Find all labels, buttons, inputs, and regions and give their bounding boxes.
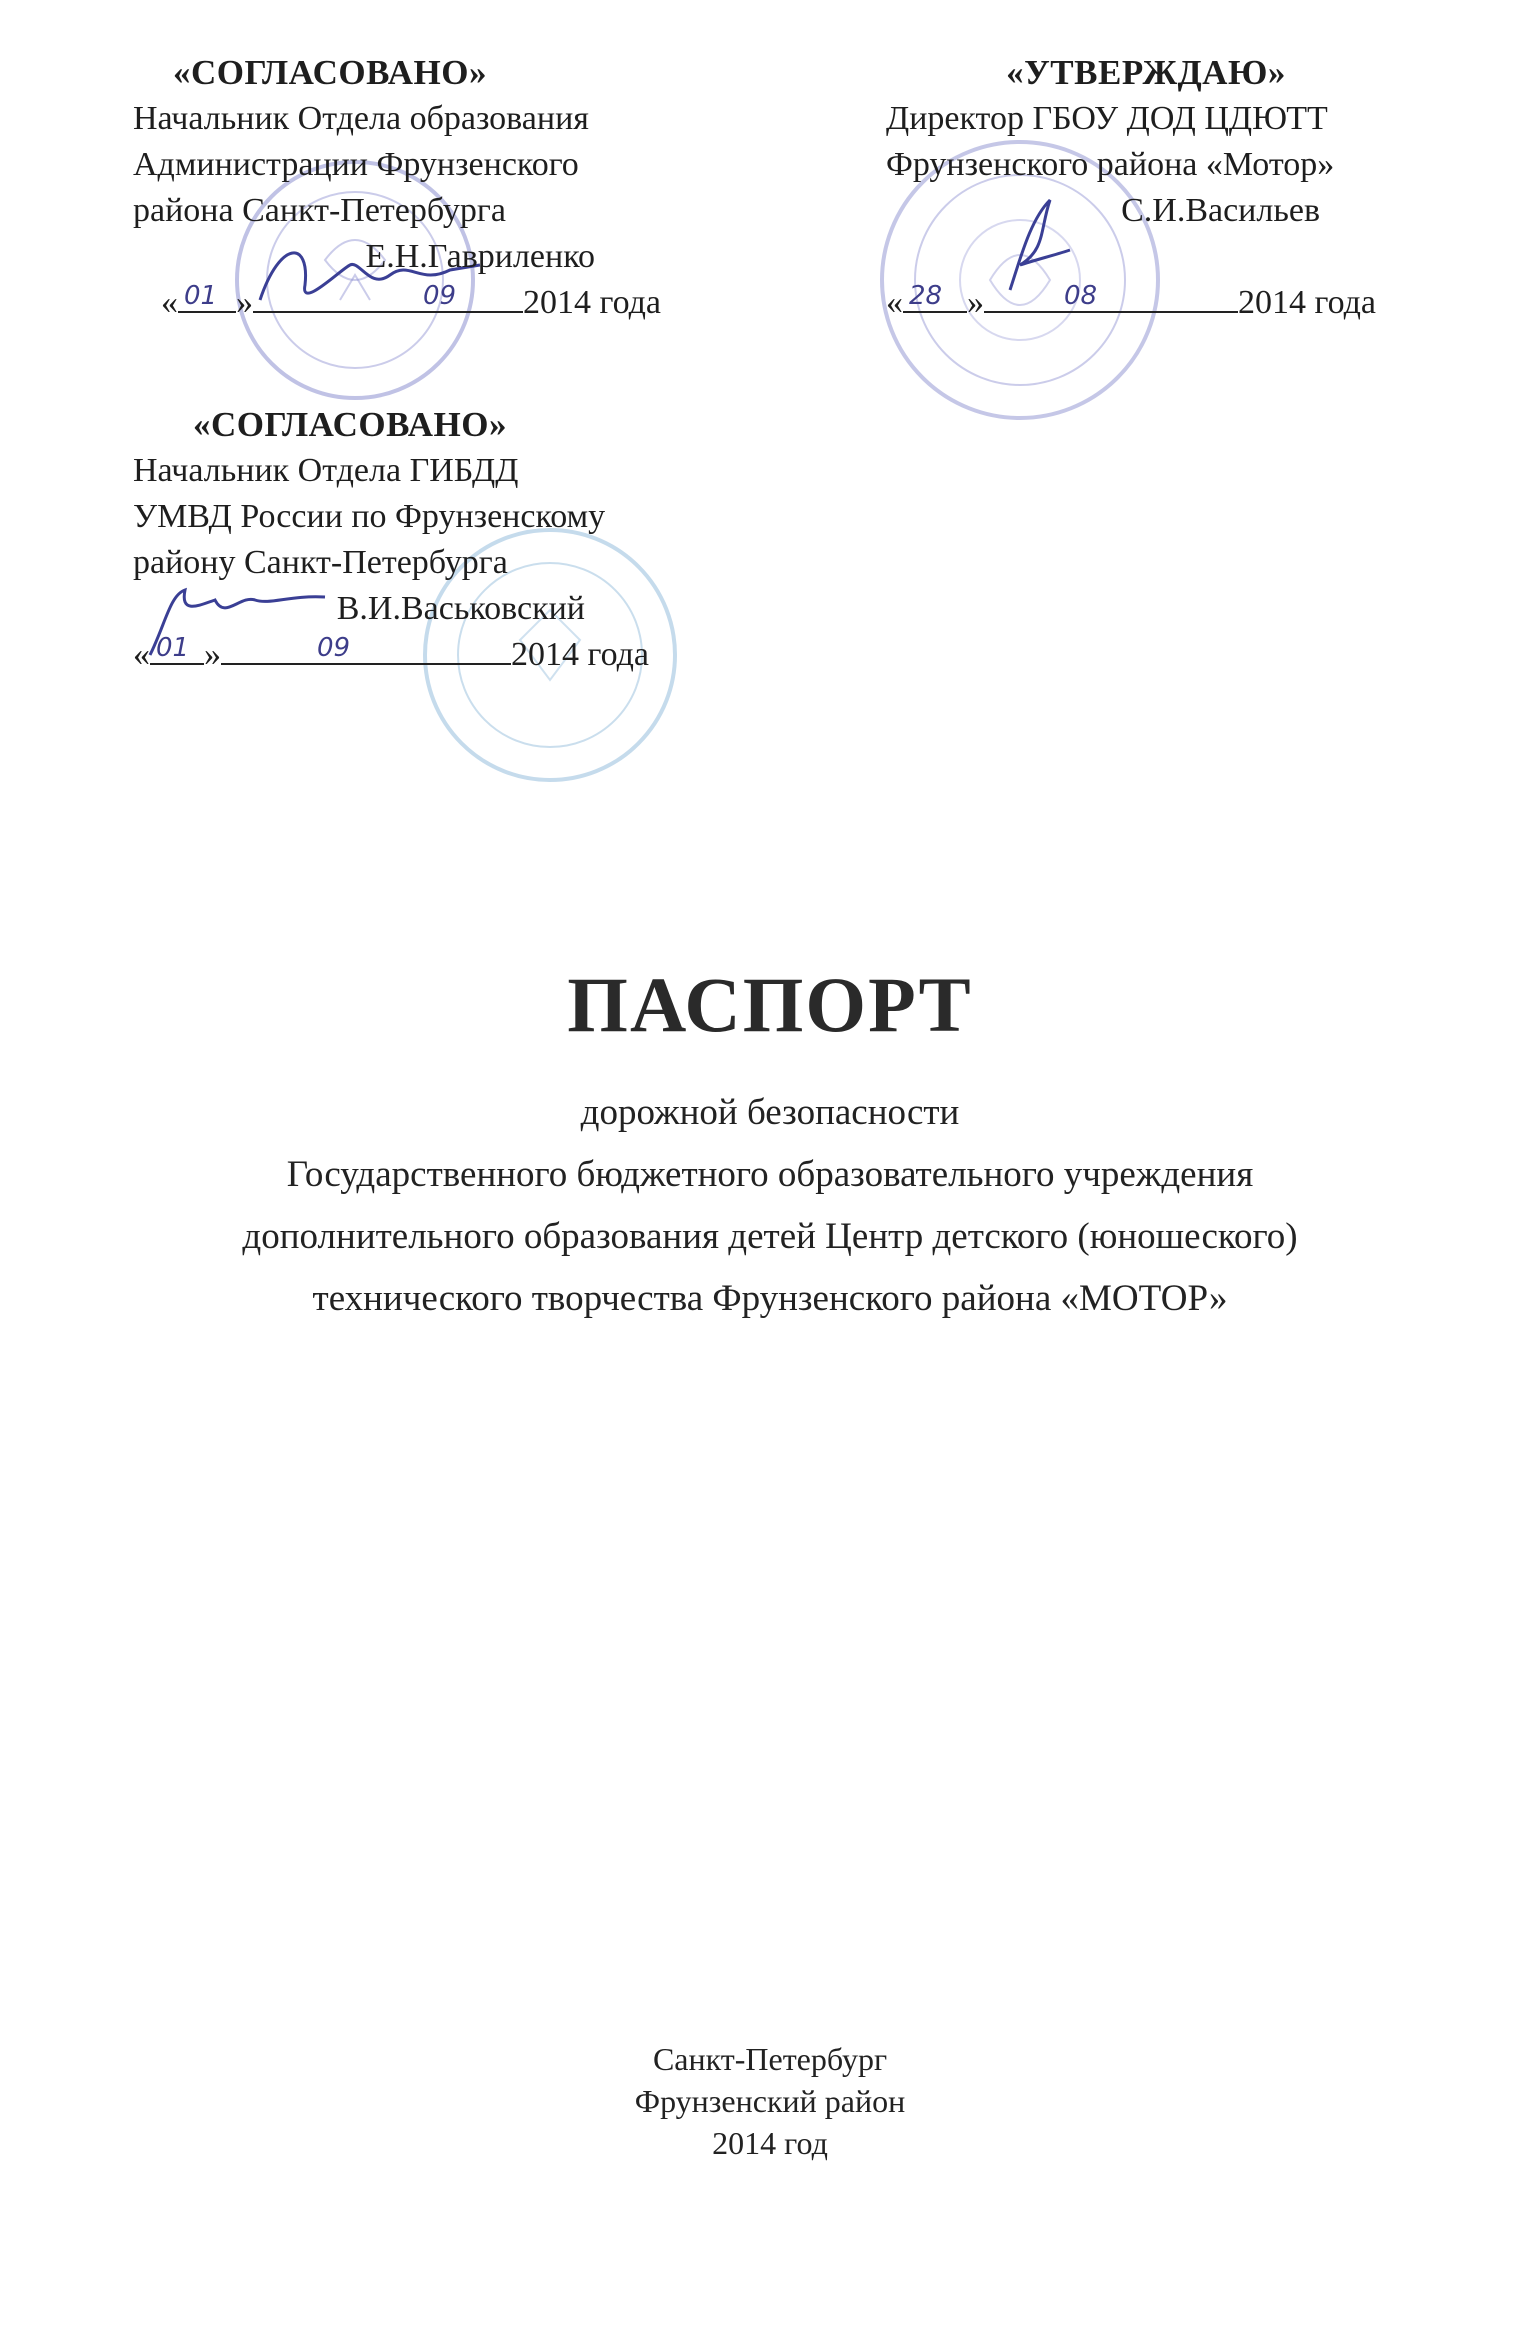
signer-name: Е.Н.Гавриленко xyxy=(365,238,595,275)
footer-year: 2014 год xyxy=(712,2125,828,2161)
footer-city: Санкт-Петербург xyxy=(652,2041,888,2077)
date-day-handwritten: 01 xyxy=(184,281,218,311)
date-year: 2014 года xyxy=(511,636,650,673)
document-footer xyxy=(0,2038,1540,2164)
approval-heading: «УТВЕРЖДАЮ» xyxy=(1006,53,1286,92)
approval-line: УМВД России по Фрунзенскому xyxy=(133,498,606,535)
subtitle-line: Государственного бюджетного образовательного учреждения xyxy=(286,1154,1254,1195)
approval-line: Директор ГБОУ ДОД ЦДЮТТ xyxy=(886,100,1328,137)
approval-date xyxy=(886,280,1406,326)
subtitle-line: технического творчества Фрунзенского района «МОТОР» xyxy=(312,1278,1228,1319)
approval-block-education xyxy=(133,50,693,326)
date-day-blank xyxy=(150,633,204,665)
approval-line: району Санкт-Петербурга xyxy=(133,544,508,581)
date-month-blank xyxy=(253,281,523,313)
approval-line: Начальник Отдела образования xyxy=(133,100,589,137)
date-open-quote: « xyxy=(133,636,150,673)
date-open-quote: « xyxy=(886,284,903,321)
date-month-handwritten: 09 xyxy=(317,633,351,663)
approval-line: Начальник Отдела ГИБДД xyxy=(133,452,519,489)
date-year: 2014 года xyxy=(1238,284,1377,321)
subtitle-line: дорожной безопасности xyxy=(580,1092,960,1133)
footer-district: Фрунзенский район xyxy=(634,2083,906,2119)
date-month-handwritten: 09 xyxy=(423,281,457,311)
approval-line: Администрации Фрунзенского xyxy=(133,146,579,183)
approval-date xyxy=(133,632,693,678)
approval-heading: «СОГЛАСОВАНО» xyxy=(173,53,487,92)
signer-name: В.И.Васьковский xyxy=(336,590,585,627)
approval-date xyxy=(133,280,693,326)
date-year: 2014 года xyxy=(523,284,662,321)
date-day-blank xyxy=(178,281,236,313)
date-open-quote: « xyxy=(161,284,178,321)
date-month-blank xyxy=(984,281,1238,313)
subtitle-line: дополнительного образования детей Центр детского (юношеского) xyxy=(242,1216,1298,1257)
date-month-blank xyxy=(221,633,511,665)
document-title: ПАСПОРТ xyxy=(567,961,973,1048)
date-day-blank xyxy=(903,281,967,313)
approval-block-director xyxy=(886,50,1406,326)
date-close-quote: » xyxy=(204,636,221,673)
approval-heading: «СОГЛАСОВАНО» xyxy=(193,405,507,444)
document-subtitle xyxy=(0,1082,1540,1330)
signer-name: С.И.Васильев xyxy=(1121,192,1320,229)
approval-block-traffic-police xyxy=(133,402,693,678)
date-month-handwritten: 08 xyxy=(1064,281,1098,311)
approval-line: района Санкт-Петербурга xyxy=(133,192,506,229)
date-close-quote: » xyxy=(967,284,984,321)
date-day-handwritten: 01 xyxy=(156,633,190,663)
approval-line: Фрунзенского района «Мотор» xyxy=(886,146,1335,183)
date-close-quote: » xyxy=(236,284,253,321)
date-day-handwritten: 28 xyxy=(909,281,943,311)
